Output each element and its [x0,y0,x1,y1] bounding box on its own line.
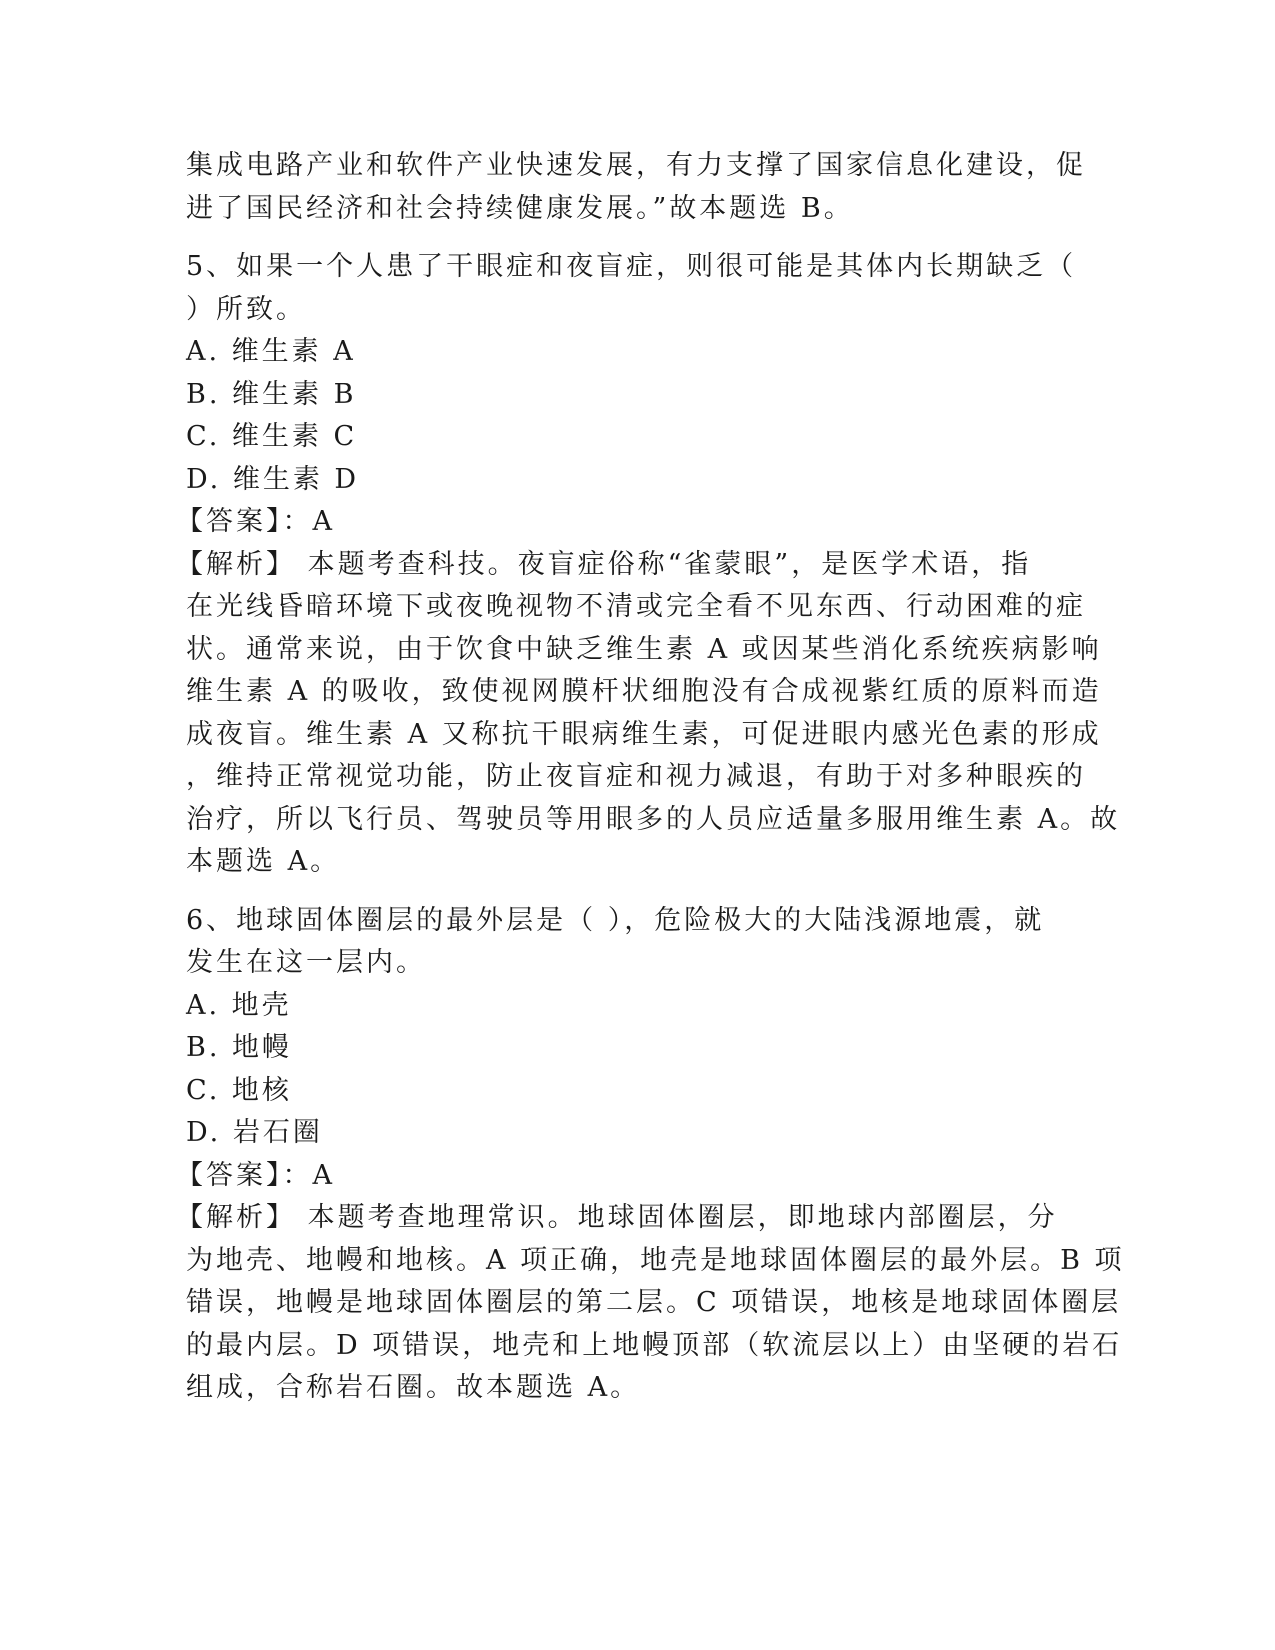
answer-label: 【答案】：A [176,506,335,537]
question-stem: 5、如果一个人患了干眼症和夜盲症，则很可能是其体内长期缺乏（ [186,251,1077,282]
analysis-line: 治疗，所以飞行员、驾驶员等用眼多的人员应适量多服用维生素 A。故 [186,803,1121,835]
option-d: D. 岩石圈 [186,1117,323,1148]
question-stem: 发生在这一层内。 [186,947,426,978]
analysis-line: 的最内层。D 项错误，地壳和上地幔顶部（软流层以上）由坚硬的岩石 [186,1329,1123,1361]
option-a: A. 维生素 A [186,336,356,367]
document-page [176,145,1125,1410]
analysis-line [176,544,1086,587]
answer-label: 【答案】：A [176,1159,335,1191]
analysis-line [176,1197,1086,1240]
text-line: 进了国民经济和社会持续健康发展。”故本题选 B。 [186,192,854,224]
analysis-line: 组成，合称岩石圈。故本题选 A。 [186,1372,641,1403]
analysis-line: ，维持正常视觉功能，防止夜盲症和视力减退，有助于对多种眼疾的 [186,761,1086,792]
answer-line [176,1155,1086,1198]
option-b: B. 维生素 B [186,378,357,410]
question-5 [176,246,1121,884]
analysis-line: 本题选 A。 [186,846,341,877]
analysis-line: 维生素 A 的吸收，致使视网膜杆状细胞没有合成视紫红质的原料而造 [186,676,1102,707]
option-a: A. 地壳 [186,989,292,1021]
option-c: C. 维生素 C [186,421,358,452]
option-d: D. 维生素 D [186,463,360,495]
option-b: B. 地幔 [186,1032,293,1063]
analysis-line: 在光线昏暗环境下或夜晚视物不清或完全看不见东西、行动困难的症 [186,591,1086,622]
analysis-line: 成夜盲。维生素 A 又称抗干眼病维生素，可促进眼内感光色素的形成 [186,718,1102,750]
question-stem: ）所致。 [186,293,306,325]
option-c: C. 地核 [186,1074,292,1106]
question-6 [176,900,1125,1410]
answer-line [176,501,1086,544]
question-stem: 6、地球固体圈层的最外层是（ ），危险极大的大陆浅源地震，就 [186,904,1045,936]
text-line: 集成电路产业和软件产业快速发展，有力支撑了国家信息化建设，促 [186,150,1086,181]
previous-analysis-continuation [186,145,1086,230]
analysis-text: 【解析】 本题考查地理常识。地球固体圈层，即地球内部圈层，分 [176,1202,1058,1233]
analysis-text: 【解析】 本题考查科技。夜盲症俗称“雀蒙眼”，是医学术语，指 [176,548,1032,580]
analysis-line: 为地壳、地幔和地核。A 项正确，地壳是地球固体圈层的最外层。B 项 [186,1244,1125,1276]
analysis-line: 状。通常来说，由于饮食中缺乏维生素 A 或因某些消化系统疾病影响 [186,633,1102,665]
analysis-line: 错误，地幔是地球固体圈层的第二层。C 项错误，地核是地球固体圈层 [186,1287,1122,1318]
